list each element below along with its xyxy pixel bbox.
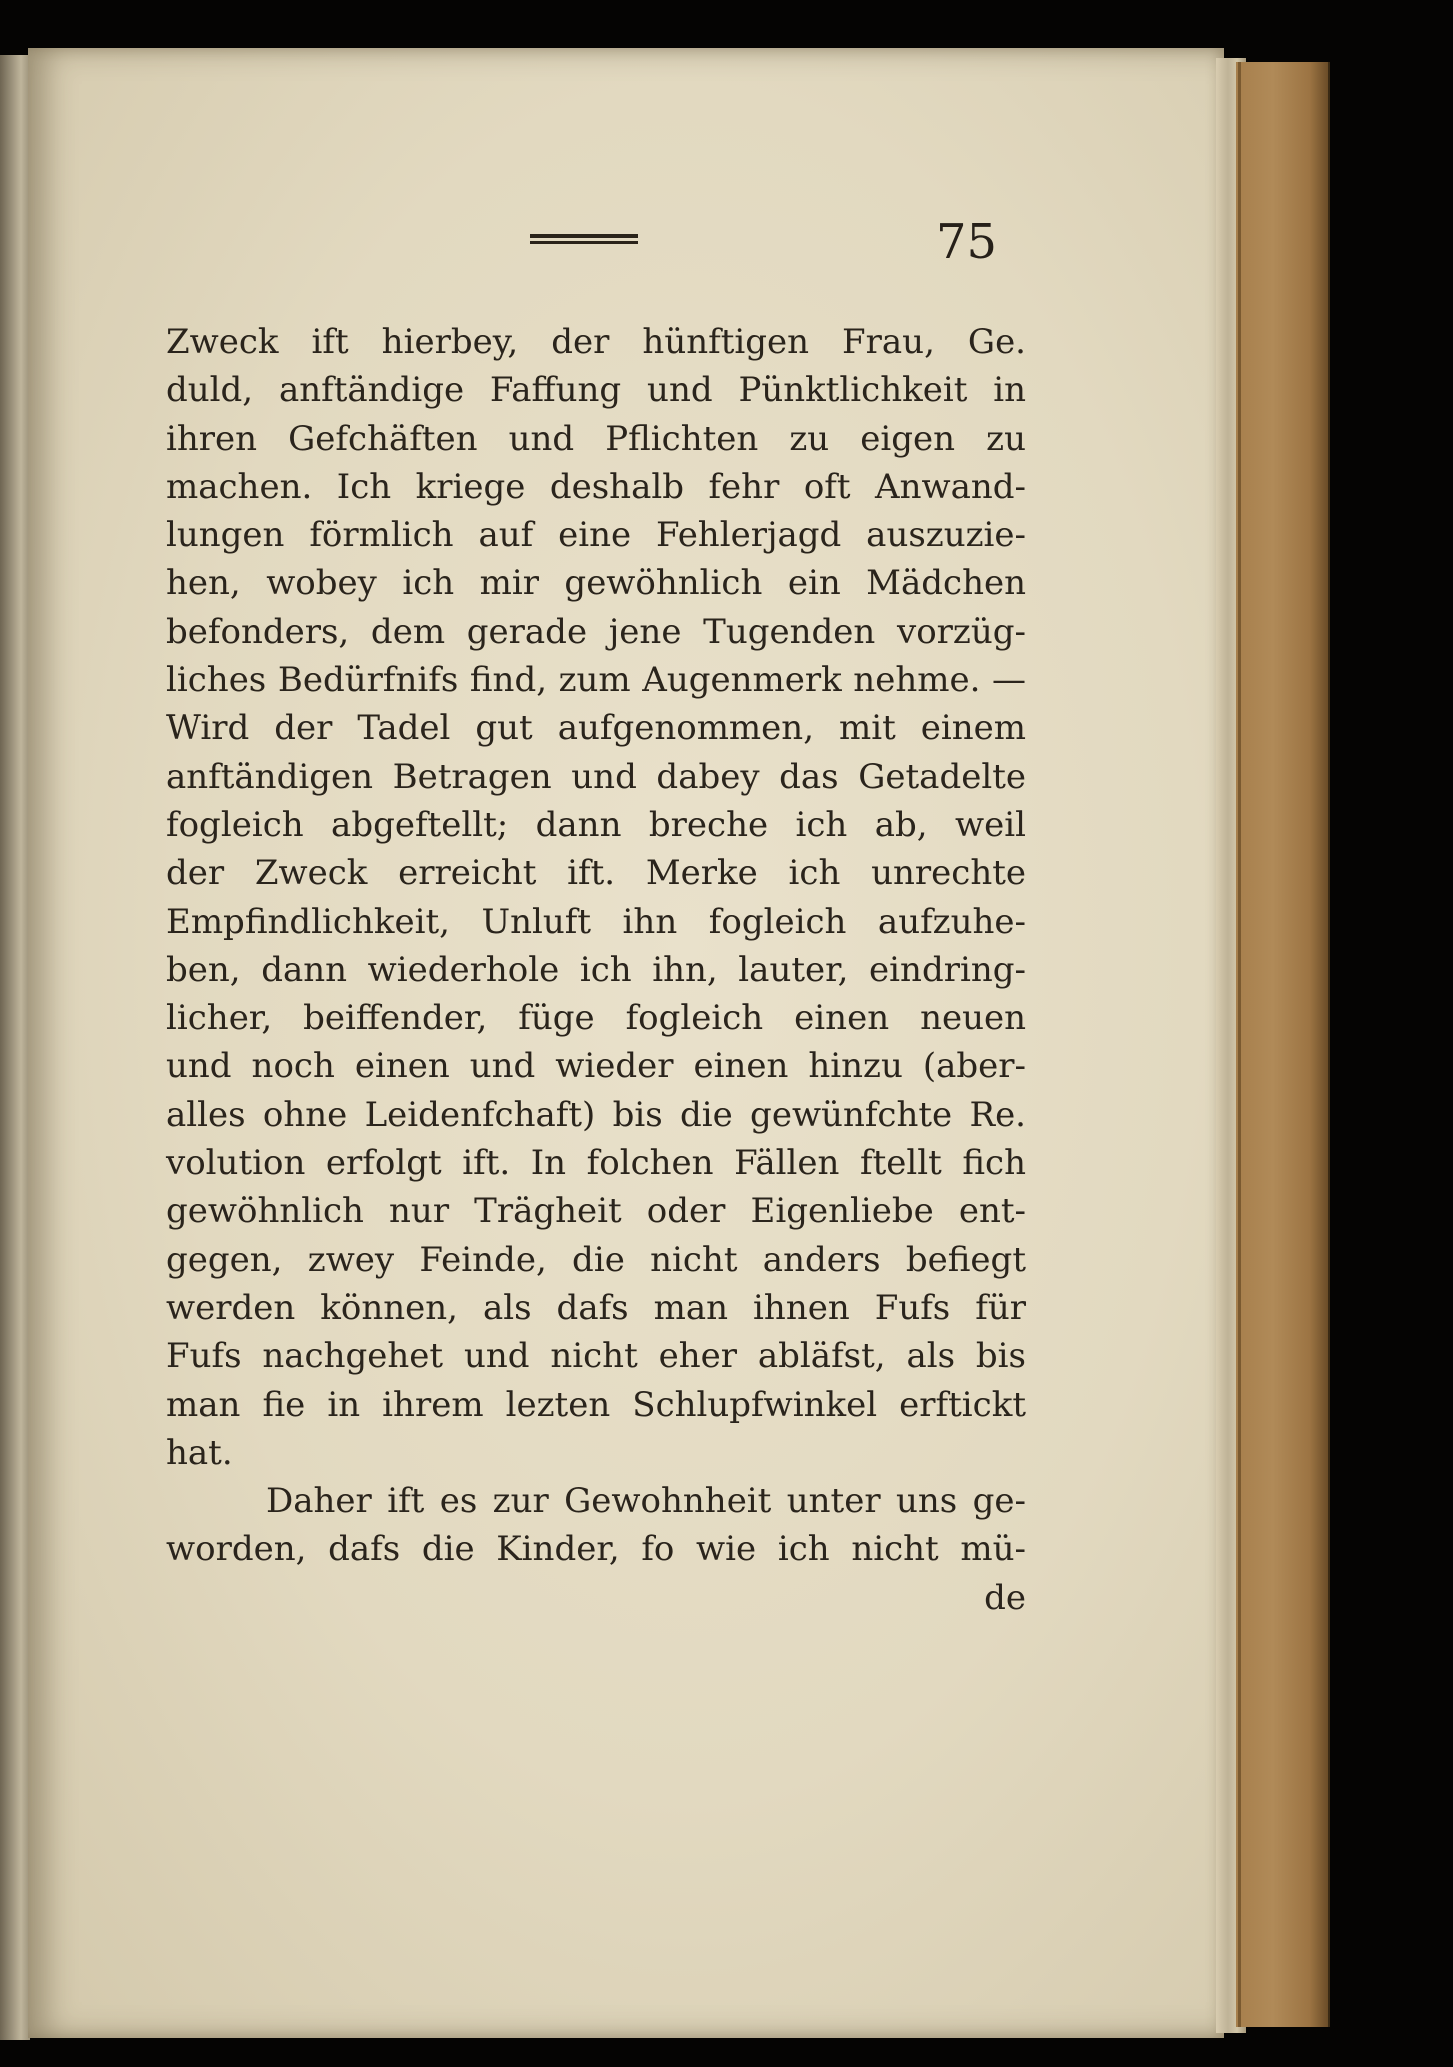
text-line: anftändigen Betragen und dabey das Getadelte	[166, 756, 1026, 797]
text-line: liches Bedürfnifs find, zum Augenmerk nehme. —	[166, 660, 1026, 701]
text-line-paragraph-end: hat.	[166, 1432, 233, 1473]
text-line: licher, beiffender, füge fogleich einen neuen	[166, 998, 1026, 1039]
text-line: Empfindlichkeit, Unluft ihn fogleich aufzuhe-	[166, 901, 1026, 942]
text-line: volution erfolgt ift. In folchen Fällen ftellt fich	[166, 1143, 1026, 1184]
catchword: de	[984, 1577, 1026, 1618]
page-number: 75	[936, 214, 998, 270]
text-line: lungen förmlich auf eine Fehlerjagd auszuzie-	[166, 515, 1026, 556]
text-line: man fie in ihrem lezten Schlupfwinkel erftickt	[166, 1384, 1026, 1425]
text-line: alles ohne Leidenfchaft) bis die gewünfchte Re.	[166, 1094, 1026, 1135]
text-line: gewöhnlich nur Trägheit oder Eigenliebe ent-	[166, 1191, 1026, 1232]
previous-page-edge	[0, 55, 30, 2040]
text-line: und noch einen und wieder einen hinzu (aber-	[166, 1046, 1026, 1087]
cover-board	[1236, 62, 1330, 2027]
text-line: hen, wobey ich mir gewöhnlich ein Mädchen	[166, 563, 1026, 604]
text-line: werden können, als dafs man ihnen Fufs für	[166, 1287, 1026, 1328]
header-rule-top	[530, 234, 638, 238]
text-line: ben, dann wiederhole ich ihn, lauter, eindring-	[166, 949, 1026, 990]
text-line: duld, anftändige Faffung und Pünktlichkeit in	[166, 370, 1026, 411]
text-line: fogleich abgeftellt; dann breche ich ab, weil	[166, 804, 1026, 845]
text-line: der Zweck erreicht ift. Merke ich unrechte	[166, 853, 1026, 894]
text-line: Fufs nachgehet und nicht eher abläfst, als bis	[166, 1336, 1026, 1377]
text-line: Zweck ift hierbey, der hünftigen Frau, Ge.	[166, 322, 1026, 362]
page-text	[166, 318, 1026, 1622]
text-line: befonders, dem gerade jene Tugenden vorzüg-	[166, 611, 1026, 652]
header-rule	[530, 234, 638, 245]
text-line: gegen, zwey Feinde, die nicht anders befiegt	[166, 1239, 1026, 1280]
text-line: machen. Ich kriege deshalb fehr oft Anwand-	[166, 466, 1026, 507]
text-line: ihren Gefchäften und Pflichten zu eigen zu	[166, 418, 1026, 459]
text-line: worden, dafs die Kinder, fo wie ich nicht mü-	[166, 1529, 1026, 1570]
header-rule-bottom	[530, 241, 638, 244]
text-line: Wird der Tadel gut aufgenommen, mit einem	[166, 708, 1026, 749]
text-line-paragraph-start: Daher ift es zur Gewohnheit unter uns ge-	[266, 1481, 1026, 1522]
cover-hinge	[1238, 62, 1241, 2027]
